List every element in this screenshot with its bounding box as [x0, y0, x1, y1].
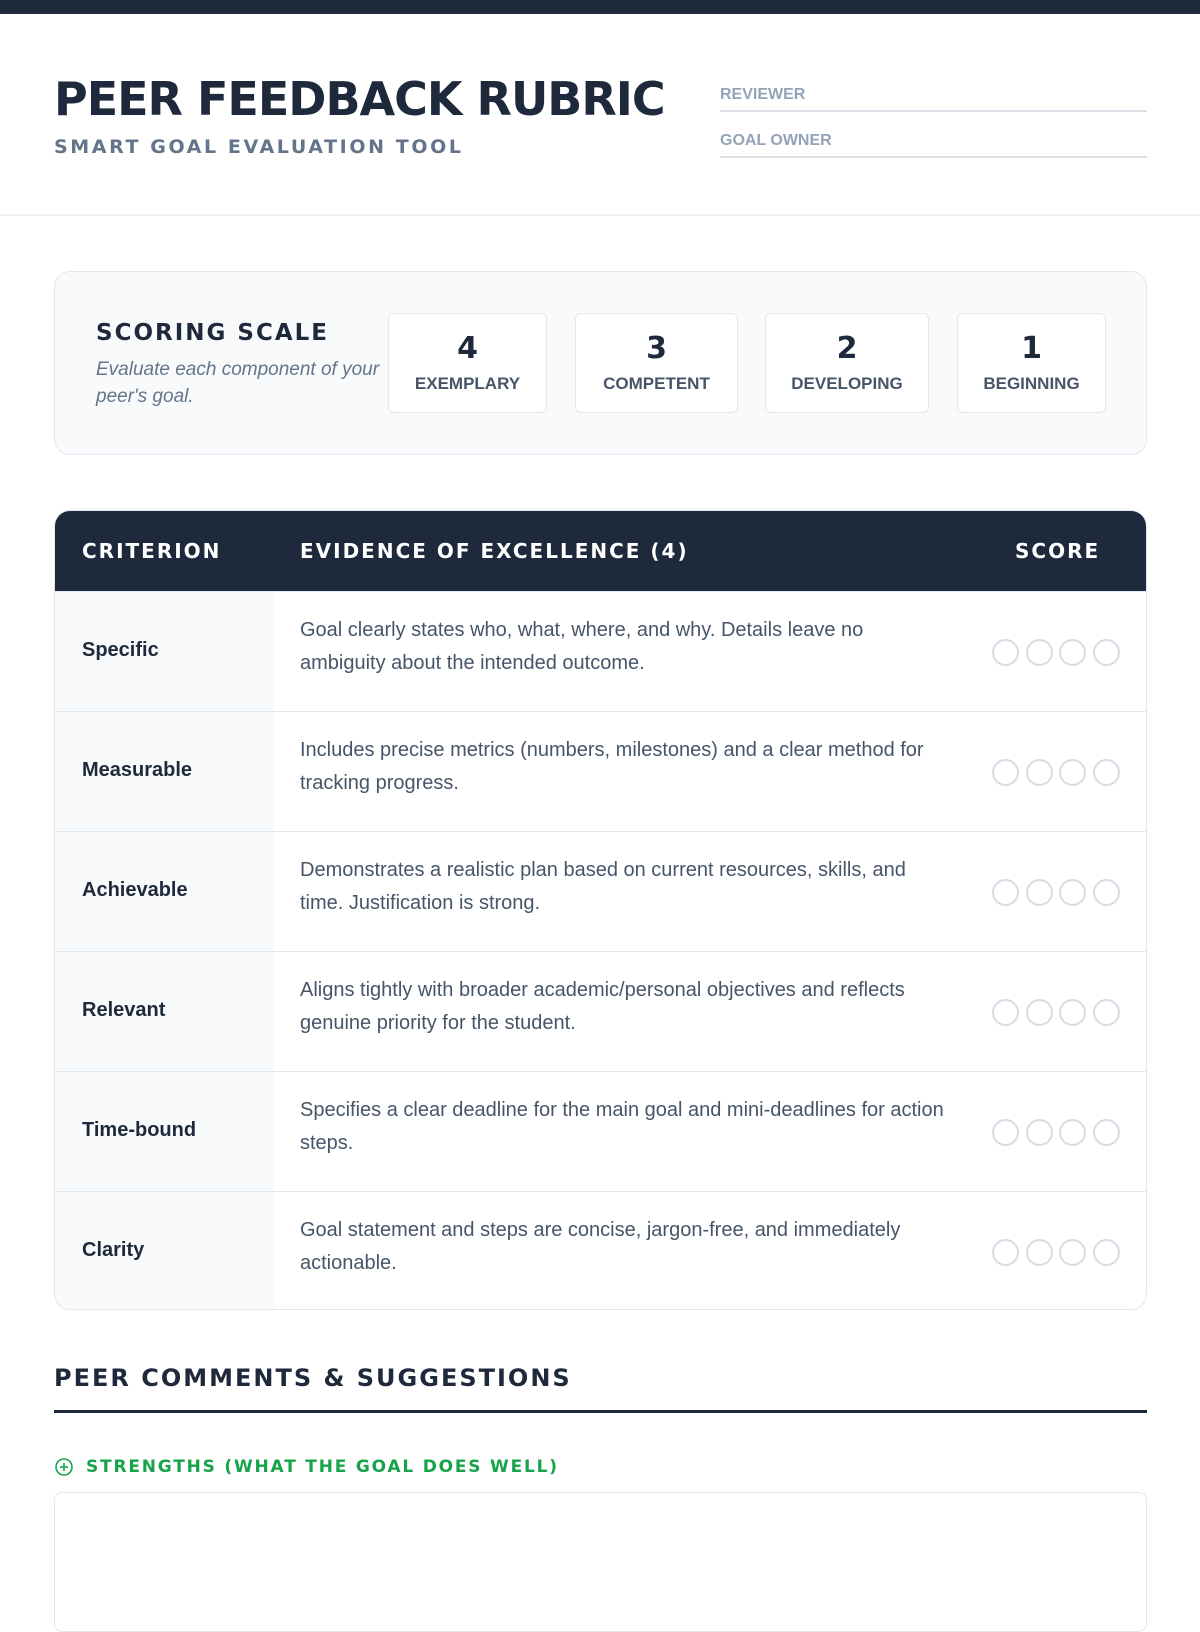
criterion-cell [55, 712, 274, 832]
score-radio[interactable] [1059, 879, 1086, 906]
page-subtitle: SMART GOAL EVALUATION TOOL [54, 136, 464, 158]
header [0, 14, 1200, 216]
page-title: PEER FEEDBACK RUBRIC [54, 72, 665, 126]
evidence-text: Specifies a clear deadline for the main goal and mini-deadlines for action steps. [300, 1099, 944, 1154]
scale-level-1 [957, 313, 1106, 413]
evidence-column-header: EVIDENCE OF EXCELLENCE (4) [300, 539, 689, 563]
criterion-cell [55, 1192, 274, 1310]
score-radio[interactable] [992, 1119, 1019, 1146]
rubric-header-row [55, 511, 1147, 591]
top-accent-bar [0, 0, 1200, 14]
criterion-column-header: CRITERION [82, 539, 222, 563]
goal-owner-field[interactable] [720, 128, 1147, 158]
evidence-text: Aligns tightly with broader academic/personal objectives and reflects genuine priority for the student. [300, 979, 905, 1034]
criterion-label: Relevant [82, 999, 166, 1021]
score-radio[interactable] [1059, 999, 1086, 1026]
criterion-label: Measurable [82, 759, 193, 781]
rubric-row [55, 591, 1147, 711]
criterion-cell [55, 1072, 274, 1192]
evidence-text: Demonstrates a realistic plan based on current resources, skills, and time. Justification is strong. [300, 859, 906, 914]
scale-level-label: COMPETENT [603, 374, 710, 393]
score-radio[interactable] [1059, 1119, 1086, 1146]
score-radio[interactable] [1093, 639, 1120, 666]
plus-circle-icon [54, 1457, 74, 1477]
score-radio[interactable] [1059, 639, 1086, 666]
score-radio[interactable] [1026, 1239, 1053, 1266]
scoring-scale-title: SCORING SCALE [96, 320, 330, 346]
criterion-cell [55, 592, 274, 712]
score-radio[interactable] [1026, 759, 1053, 786]
reviewer-label: REVIEWER [720, 86, 806, 103]
reviewer-field[interactable] [720, 82, 1147, 112]
rubric-row [55, 951, 1147, 1071]
rubric-row [55, 1191, 1147, 1310]
comments-title: PEER COMMENTS & SUGGESTIONS [54, 1364, 572, 1392]
score-radio[interactable] [992, 639, 1019, 666]
score-radio[interactable] [1093, 1119, 1120, 1146]
score-radio[interactable] [992, 999, 1019, 1026]
criterion-cell [55, 832, 274, 952]
scale-level-score: 1 [1021, 331, 1042, 366]
score-radio[interactable] [1093, 759, 1120, 786]
rubric-table [54, 510, 1147, 1310]
criterion-label: Clarity [82, 1239, 145, 1261]
criterion-label: Time-bound [82, 1119, 197, 1141]
score-radio[interactable] [1026, 1119, 1053, 1146]
score-radio[interactable] [1093, 1239, 1120, 1266]
scoring-scale-description: Evaluate each component of your peer's goal. [96, 359, 380, 407]
scale-level-score: 4 [457, 331, 478, 366]
rubric-row [55, 1071, 1147, 1191]
scale-level-label: BEGINNING [983, 374, 1080, 393]
criterion-label: Specific [82, 639, 159, 661]
evidence-text: Goal statement and steps are concise, jargon-free, and immediately actionable. [300, 1219, 901, 1274]
score-radio[interactable] [1093, 999, 1120, 1026]
rubric-row [55, 831, 1147, 951]
scale-level-score: 2 [836, 331, 858, 366]
score-radio[interactable] [1026, 639, 1053, 666]
score-radio[interactable] [1059, 759, 1086, 786]
score-radio[interactable] [1026, 879, 1053, 906]
scale-level-3 [575, 313, 738, 413]
score-radio[interactable] [1093, 879, 1120, 906]
strengths-label: STRENGTHS (WHAT THE GOAL DOES WELL) [86, 1457, 559, 1477]
scale-level-label: EXEMPLARY [414, 374, 521, 393]
score-radio[interactable] [992, 879, 1019, 906]
scale-level-2 [765, 313, 929, 413]
evidence-text: Includes precise metrics (numbers, milestones) and a clear method for tracking progress. [300, 739, 924, 794]
score-radio[interactable] [1026, 999, 1053, 1026]
goal-owner-label: GOAL OWNER [720, 132, 832, 149]
score-radio[interactable] [992, 1239, 1019, 1266]
scale-level-label: DEVELOPING [791, 374, 903, 393]
scoring-scale-card [54, 271, 1147, 455]
scale-level-score: 3 [646, 331, 667, 366]
score-column-header: SCORE [1015, 539, 1101, 563]
comments-divider [54, 1410, 1147, 1413]
score-radio[interactable] [1059, 1239, 1086, 1266]
scale-level-4 [388, 313, 547, 413]
score-radio[interactable] [992, 759, 1019, 786]
strengths-textarea[interactable] [54, 1492, 1147, 1632]
evidence-text: Goal clearly states who, what, where, and why. Details leave no ambiguity about the intended outcome. [300, 619, 864, 674]
criterion-cell [55, 952, 274, 1072]
criterion-label: Achievable [82, 879, 188, 901]
rubric-row [55, 711, 1147, 831]
